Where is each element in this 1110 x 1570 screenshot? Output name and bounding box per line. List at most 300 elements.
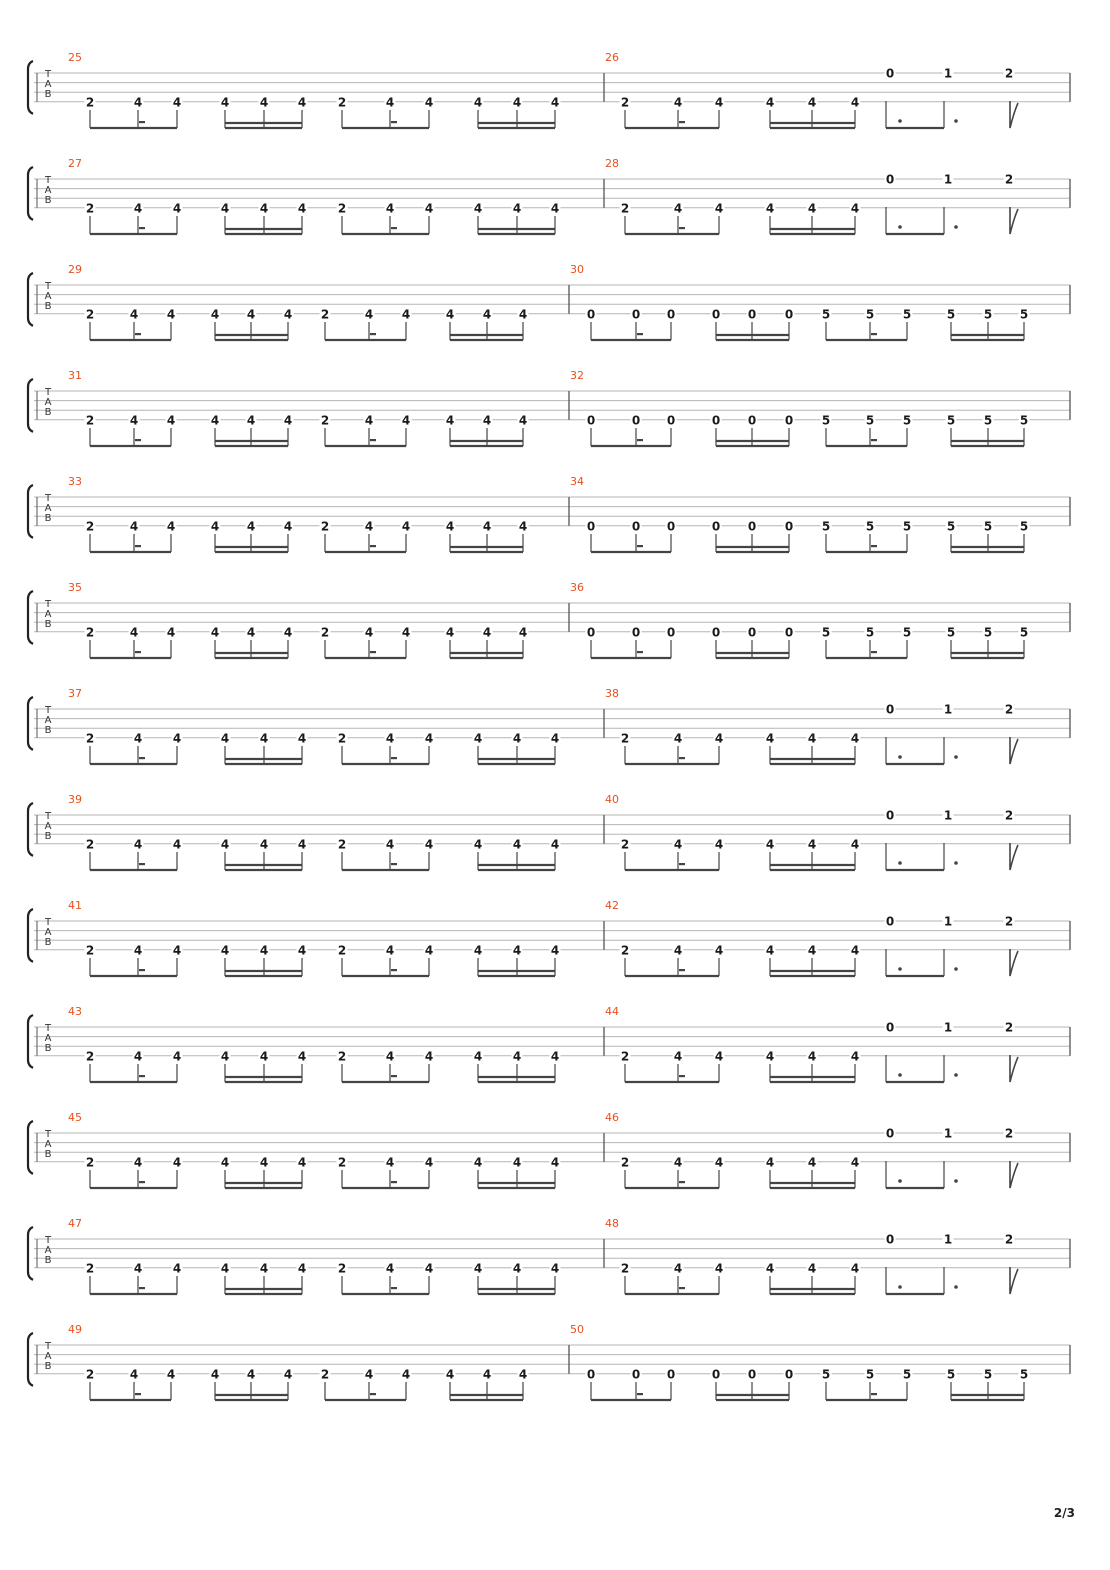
duration-mark <box>391 757 397 759</box>
tab-clef-letter: A <box>44 185 52 196</box>
fret-number: 4 <box>550 95 560 110</box>
duration-mark <box>679 227 685 229</box>
measure <box>68 793 561 870</box>
fret-number: 4 <box>172 95 182 110</box>
fret-number: 5 <box>821 307 831 322</box>
fret-number: 4 <box>385 1261 395 1276</box>
fret-number: 4 <box>518 307 528 322</box>
system-bracket <box>28 591 33 644</box>
fret-number: 0 <box>747 519 757 534</box>
fret-number: 2 <box>85 519 95 534</box>
duration-mark <box>391 1287 397 1289</box>
duration-mark <box>679 121 685 123</box>
dot <box>954 1073 958 1077</box>
fret-number: 4 <box>765 837 775 852</box>
measure <box>68 899 561 976</box>
duration-mark <box>871 651 877 653</box>
tab-clef-letter: B <box>44 513 52 524</box>
fret-number: 4 <box>807 201 817 216</box>
fret-number: 4 <box>473 837 483 852</box>
tab-clef-letter: A <box>44 397 52 408</box>
tab-clef-letter: A <box>44 1245 52 1256</box>
fret-number: 5 <box>902 1367 912 1382</box>
duration-mark <box>679 969 685 971</box>
duration-mark <box>871 333 877 335</box>
flag <box>1010 737 1018 764</box>
system <box>28 157 1070 234</box>
fret-number: 4 <box>482 519 492 534</box>
system-bracket <box>28 485 33 538</box>
dot <box>954 1285 958 1289</box>
fret-number: 2 <box>320 519 330 534</box>
measure-number: 48 <box>605 1217 619 1230</box>
fret-number: 4 <box>807 837 817 852</box>
tab-clef-letter: T <box>44 705 52 716</box>
fret-number: 5 <box>983 1367 993 1382</box>
fret-number: 5 <box>983 519 993 534</box>
fret-number: 4 <box>297 95 307 110</box>
tab-clef-letter: A <box>44 79 52 90</box>
duration-mark <box>637 439 643 441</box>
fret-number: 0 <box>747 307 757 322</box>
fret-number: 4 <box>220 1261 230 1276</box>
fret-number: 4 <box>424 201 434 216</box>
fret-number: 5 <box>865 519 875 534</box>
dot <box>898 225 902 229</box>
fret-number: 4 <box>385 95 395 110</box>
fret-number: 0 <box>631 625 641 640</box>
fret-number: 4 <box>259 943 269 958</box>
fret-number: 4 <box>765 1155 775 1170</box>
fret-number: 5 <box>865 413 875 428</box>
system <box>28 475 1070 552</box>
fret-number: 4 <box>850 943 860 958</box>
system <box>28 793 1070 870</box>
fret-number: 2 <box>337 1261 347 1276</box>
fret-number: 1 <box>943 914 953 929</box>
fret-number: 4 <box>482 307 492 322</box>
fret-number: 4 <box>283 625 293 640</box>
duration-mark <box>139 757 145 759</box>
fret-number: 0 <box>666 1367 676 1382</box>
fret-number: 4 <box>482 1367 492 1382</box>
system-bracket <box>28 1121 33 1174</box>
fret-number: 4 <box>172 1049 182 1064</box>
tab-clef-letter: T <box>44 387 52 398</box>
system-bracket <box>28 803 33 856</box>
fret-number: 4 <box>297 201 307 216</box>
fret-number: 0 <box>885 808 895 823</box>
measure <box>68 51 561 128</box>
system-bracket <box>28 697 33 750</box>
fret-number: 4 <box>220 1049 230 1064</box>
duration-mark <box>139 969 145 971</box>
fret-number: 5 <box>902 625 912 640</box>
fret-number: 4 <box>166 625 176 640</box>
tab-clef-letter: B <box>44 89 52 100</box>
fret-number: 4 <box>385 943 395 958</box>
fret-number: 4 <box>714 1155 724 1170</box>
fret-number: 4 <box>673 95 683 110</box>
duration-mark <box>391 121 397 123</box>
fret-number: 4 <box>512 1049 522 1064</box>
fret-number: 0 <box>631 413 641 428</box>
fret-number: 2 <box>1004 702 1014 717</box>
fret-number: 4 <box>550 201 560 216</box>
measure-number: 41 <box>68 899 82 912</box>
fret-number: 4 <box>259 95 269 110</box>
tab-clef-letter: T <box>44 281 52 292</box>
fret-number: 2 <box>320 413 330 428</box>
fret-number: 0 <box>711 519 721 534</box>
duration-mark <box>391 969 397 971</box>
tab-clef-letter: B <box>44 937 52 948</box>
duration-mark <box>679 757 685 759</box>
duration-mark <box>139 1287 145 1289</box>
fret-number: 0 <box>666 519 676 534</box>
duration-mark <box>637 1393 643 1395</box>
fret-number: 5 <box>946 413 956 428</box>
fret-number: 4 <box>220 201 230 216</box>
fret-number: 4 <box>172 201 182 216</box>
tab-clef-letter: T <box>44 175 52 186</box>
duration-mark <box>370 651 376 653</box>
fret-number: 4 <box>129 307 139 322</box>
fret-number: 2 <box>620 1155 630 1170</box>
fret-number: 4 <box>714 1261 724 1276</box>
system <box>28 687 1070 764</box>
fret-number: 5 <box>902 413 912 428</box>
fret-number: 4 <box>259 1155 269 1170</box>
system <box>28 1005 1070 1082</box>
fret-number: 4 <box>424 1261 434 1276</box>
fret-number: 4 <box>765 201 775 216</box>
fret-number: 4 <box>714 95 724 110</box>
fret-number: 0 <box>784 1367 794 1382</box>
measure <box>68 1005 561 1082</box>
measure <box>605 157 1018 234</box>
tab-clef-letter: T <box>44 1235 52 1246</box>
fret-number: 4 <box>401 307 411 322</box>
fret-number: 4 <box>129 519 139 534</box>
fret-number: 2 <box>85 1367 95 1382</box>
fret-number: 4 <box>259 201 269 216</box>
duration-mark <box>679 863 685 865</box>
page-number: 2/3 <box>1053 1506 1075 1520</box>
dot <box>898 1285 902 1289</box>
fret-number: 4 <box>445 1367 455 1382</box>
fret-number: 4 <box>473 731 483 746</box>
fret-number: 2 <box>1004 1232 1014 1247</box>
fret-number: 5 <box>902 307 912 322</box>
fret-number: 4 <box>210 1367 220 1382</box>
fret-number: 4 <box>850 837 860 852</box>
fret-number: 4 <box>385 837 395 852</box>
fret-number: 4 <box>714 201 724 216</box>
tab-clef-letter: B <box>44 725 52 736</box>
fret-number: 4 <box>259 1049 269 1064</box>
fret-number: 2 <box>85 95 95 110</box>
fret-number: 2 <box>85 1261 95 1276</box>
fret-number: 2 <box>320 625 330 640</box>
system-bracket <box>28 167 33 220</box>
fret-number: 4 <box>246 625 256 640</box>
fret-number: 4 <box>512 95 522 110</box>
fret-number: 4 <box>385 731 395 746</box>
duration-mark <box>679 1181 685 1183</box>
fret-number: 1 <box>943 1232 953 1247</box>
fret-number: 4 <box>673 837 683 852</box>
fret-number: 0 <box>784 519 794 534</box>
fret-number: 4 <box>512 943 522 958</box>
fret-number: 0 <box>885 1232 895 1247</box>
fret-number: 0 <box>586 1367 596 1382</box>
fret-number: 0 <box>747 1367 757 1382</box>
fret-number: 4 <box>550 837 560 852</box>
tab-clef-letter: B <box>44 831 52 842</box>
fret-number: 4 <box>259 837 269 852</box>
system-bracket <box>28 379 33 432</box>
system <box>28 263 1070 340</box>
measure-number: 32 <box>570 369 584 382</box>
tab-clef-letter: A <box>44 927 52 938</box>
fret-number: 4 <box>512 1261 522 1276</box>
flag <box>1010 949 1018 976</box>
fret-number: 0 <box>631 519 641 534</box>
fret-number: 4 <box>807 1261 817 1276</box>
measure <box>68 157 561 234</box>
measure <box>605 793 1018 870</box>
fret-number: 4 <box>133 731 143 746</box>
fret-number: 4 <box>220 1155 230 1170</box>
fret-number: 4 <box>166 519 176 534</box>
system-bracket <box>28 61 33 114</box>
fret-number: 4 <box>401 519 411 534</box>
fret-number: 4 <box>259 731 269 746</box>
fret-number: 4 <box>765 731 775 746</box>
duration-mark <box>637 651 643 653</box>
duration-mark <box>139 863 145 865</box>
measure-number: 36 <box>570 581 584 594</box>
fret-number: 4 <box>765 1261 775 1276</box>
fret-number: 5 <box>1019 307 1029 322</box>
fret-number: 4 <box>133 95 143 110</box>
fret-number: 4 <box>445 519 455 534</box>
fret-number: 4 <box>129 1367 139 1382</box>
measure <box>68 1217 561 1294</box>
fret-number: 4 <box>129 625 139 640</box>
fret-number: 4 <box>220 837 230 852</box>
measure <box>68 581 529 658</box>
fret-number: 4 <box>714 837 724 852</box>
system <box>28 369 1070 446</box>
fret-number: 4 <box>364 413 374 428</box>
fret-number: 0 <box>586 413 596 428</box>
system-bracket <box>28 1333 33 1386</box>
fret-number: 4 <box>385 1049 395 1064</box>
fret-number: 4 <box>473 1049 483 1064</box>
system-bracket <box>28 1015 33 1068</box>
dot <box>954 967 958 971</box>
fret-number: 2 <box>337 1049 347 1064</box>
fret-number: 4 <box>385 201 395 216</box>
fret-number: 4 <box>673 1049 683 1064</box>
fret-number: 4 <box>518 519 528 534</box>
measure <box>570 263 1030 340</box>
duration-mark <box>637 333 643 335</box>
fret-number: 0 <box>666 413 676 428</box>
flag <box>1010 1055 1018 1082</box>
fret-number: 4 <box>133 943 143 958</box>
tab-clef-letter: A <box>44 1139 52 1150</box>
fret-number: 4 <box>765 1049 775 1064</box>
measure-number: 34 <box>570 475 584 488</box>
dot <box>898 1073 902 1077</box>
measure-number: 40 <box>605 793 619 806</box>
fret-number: 4 <box>550 731 560 746</box>
fret-number: 4 <box>473 201 483 216</box>
tab-clef-letter: B <box>44 619 52 630</box>
tab-clef-letter: T <box>44 1023 52 1034</box>
fret-number: 4 <box>550 1049 560 1064</box>
fret-number: 5 <box>946 307 956 322</box>
system <box>28 51 1070 128</box>
fret-number: 4 <box>424 95 434 110</box>
fret-number: 4 <box>673 731 683 746</box>
measure <box>68 263 529 340</box>
fret-number: 4 <box>364 519 374 534</box>
system <box>28 1111 1070 1188</box>
fret-number: 4 <box>424 837 434 852</box>
dot <box>954 1179 958 1183</box>
measure-number: 33 <box>68 475 82 488</box>
duration-mark <box>370 1393 376 1395</box>
fret-number: 4 <box>172 1155 182 1170</box>
duration-mark <box>679 1287 685 1289</box>
measure-number: 44 <box>605 1005 619 1018</box>
fret-number: 5 <box>946 1367 956 1382</box>
fret-number: 4 <box>172 731 182 746</box>
fret-number: 2 <box>85 943 95 958</box>
fret-number: 4 <box>807 731 817 746</box>
flag <box>1010 1161 1018 1188</box>
measure <box>570 475 1030 552</box>
fret-number: 0 <box>885 66 895 81</box>
fret-number: 4 <box>246 413 256 428</box>
fret-number: 4 <box>473 1155 483 1170</box>
fret-number: 2 <box>620 95 630 110</box>
fret-number: 4 <box>385 1155 395 1170</box>
dot <box>898 1179 902 1183</box>
system-bracket <box>28 273 33 326</box>
measure <box>605 687 1018 764</box>
measure <box>68 687 561 764</box>
duration-mark <box>135 651 141 653</box>
fret-number: 1 <box>943 1126 953 1141</box>
duration-mark <box>637 545 643 547</box>
fret-number: 2 <box>620 1049 630 1064</box>
fret-number: 0 <box>885 1126 895 1141</box>
tab-clef-letter: B <box>44 1149 52 1160</box>
fret-number: 4 <box>850 1049 860 1064</box>
duration-mark <box>135 545 141 547</box>
fret-number: 5 <box>865 307 875 322</box>
fret-number: 0 <box>711 1367 721 1382</box>
fret-number: 5 <box>821 625 831 640</box>
measure <box>605 1111 1018 1188</box>
dot <box>898 967 902 971</box>
fret-number: 1 <box>943 1020 953 1035</box>
fret-number: 2 <box>1004 914 1014 929</box>
fret-number: 4 <box>297 1155 307 1170</box>
measure <box>68 475 529 552</box>
flag <box>1010 101 1018 128</box>
fret-number: 4 <box>445 307 455 322</box>
fret-number: 2 <box>620 201 630 216</box>
fret-number: 4 <box>714 1049 724 1064</box>
fret-number: 0 <box>586 519 596 534</box>
fret-number: 2 <box>85 837 95 852</box>
fret-number: 2 <box>1004 808 1014 823</box>
fret-number: 4 <box>850 201 860 216</box>
tab-clef-letter: A <box>44 503 52 514</box>
fret-number: 4 <box>133 1049 143 1064</box>
fret-number: 4 <box>401 625 411 640</box>
fret-number: 4 <box>673 201 683 216</box>
fret-number: 0 <box>631 307 641 322</box>
measure-number: 31 <box>68 369 82 382</box>
flag <box>1010 1267 1018 1294</box>
fret-number: 2 <box>85 1049 95 1064</box>
fret-number: 2 <box>1004 172 1014 187</box>
fret-number: 5 <box>821 413 831 428</box>
dot <box>898 755 902 759</box>
fret-number: 0 <box>586 307 596 322</box>
fret-number: 4 <box>473 943 483 958</box>
measure-number: 39 <box>68 793 82 806</box>
fret-number: 0 <box>711 413 721 428</box>
dot <box>954 861 958 865</box>
fret-number: 4 <box>807 95 817 110</box>
dot <box>954 225 958 229</box>
duration-mark <box>871 1393 877 1395</box>
fret-number: 4 <box>473 95 483 110</box>
measure <box>605 1217 1018 1294</box>
fret-number: 4 <box>283 413 293 428</box>
measure <box>68 1323 529 1400</box>
fret-number: 4 <box>765 943 775 958</box>
fret-number: 2 <box>85 1155 95 1170</box>
fret-number: 4 <box>297 837 307 852</box>
fret-number: 4 <box>550 1261 560 1276</box>
measure-number: 26 <box>605 51 619 64</box>
fret-number: 4 <box>807 1049 817 1064</box>
fret-number: 4 <box>424 1049 434 1064</box>
fret-number: 4 <box>133 1261 143 1276</box>
fret-number: 2 <box>320 1367 330 1382</box>
fret-number: 1 <box>943 808 953 823</box>
fret-number: 2 <box>620 731 630 746</box>
duration-mark <box>391 863 397 865</box>
fret-number: 4 <box>283 307 293 322</box>
fret-number: 2 <box>337 95 347 110</box>
fret-number: 2 <box>620 943 630 958</box>
flag <box>1010 843 1018 870</box>
fret-number: 4 <box>550 943 560 958</box>
tab-clef-letter: A <box>44 1351 52 1362</box>
fret-number: 0 <box>747 625 757 640</box>
measure-number: 42 <box>605 899 619 912</box>
